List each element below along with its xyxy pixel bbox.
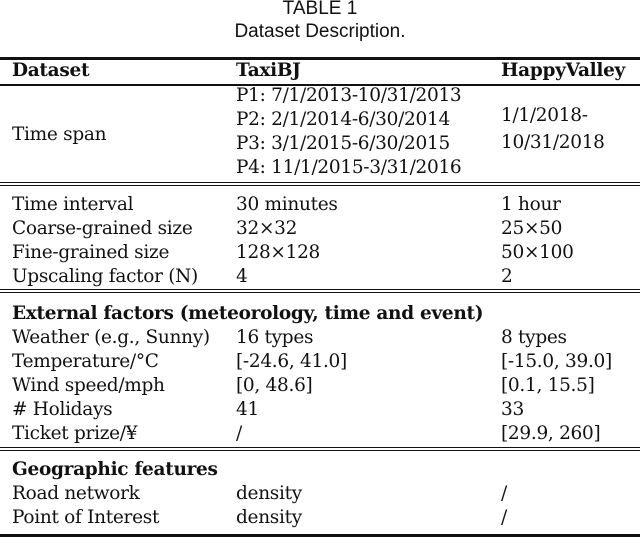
cell: [29.9, 260] <box>501 423 601 444</box>
section-rule <box>0 185 640 186</box>
cell: / <box>501 507 507 528</box>
section-title-external: External factors (meteorology, time and event) <box>12 303 484 324</box>
cell: [-24.6, 41.0] <box>236 351 347 372</box>
cell: 32×32 <box>236 218 298 239</box>
taxibj-period: P1: 7/1/2013-10/31/2013 <box>236 85 462 106</box>
cell: 2 <box>501 266 513 287</box>
cell: 25×50 <box>501 218 563 239</box>
happyvalley-period: 10/31/2018 <box>501 132 605 153</box>
cell: 50×100 <box>501 242 574 263</box>
cell: 30 minutes <box>236 194 338 215</box>
row-label: Time interval <box>12 194 134 215</box>
row-label: Fine-grained size <box>12 242 170 263</box>
section-rule <box>0 450 640 451</box>
row-label: Coarse-grained size <box>12 218 193 239</box>
cell: / <box>501 483 507 504</box>
column-header-happyvalley: HappyValley <box>501 60 626 81</box>
row-label: Ticket prize/¥ <box>12 423 138 444</box>
cell: 41 <box>236 399 259 420</box>
taxibj-period: P3: 3/1/2015-6/30/2015 <box>236 133 450 154</box>
row-label: Time span <box>12 124 107 145</box>
row-label: Road network <box>12 483 140 504</box>
row-label: # Holidays <box>12 399 113 420</box>
cell: 33 <box>501 399 524 420</box>
row-label: Weather (e.g., Sunny) <box>12 327 210 348</box>
bottom-rule <box>0 534 640 537</box>
cell: 128×128 <box>236 242 321 263</box>
cell: 8 types <box>501 327 567 348</box>
cell: 4 <box>236 266 248 287</box>
happyvalley-period: 1/1/2018- <box>501 105 588 126</box>
table-title: Dataset Description. <box>234 21 406 42</box>
cell: density <box>236 507 302 528</box>
cell: 16 types <box>236 327 314 348</box>
cell: [0, 48.6] <box>236 375 313 396</box>
column-header-taxibj: TaxiBJ <box>236 60 301 81</box>
section-title-geographic: Geographic features <box>12 459 218 480</box>
cell: [0.1, 15.5] <box>501 375 595 396</box>
section-rule <box>0 447 640 448</box>
table-label: TABLE 1 <box>282 0 358 19</box>
cell: [-15.0, 39.0] <box>501 351 612 372</box>
row-label: Point of Interest <box>12 507 160 528</box>
section-rule <box>0 289 640 290</box>
section-rule <box>0 182 640 183</box>
column-header-dataset: Dataset <box>12 60 90 81</box>
taxibj-period: P4: 11/1/2015-3/31/2016 <box>236 157 462 178</box>
cell: / <box>236 423 242 444</box>
section-rule <box>0 292 640 293</box>
taxibj-period: P2: 2/1/2014-6/30/2014 <box>236 109 450 130</box>
cell: 1 hour <box>501 194 561 215</box>
cell: density <box>236 483 302 504</box>
row-label: Wind speed/mph <box>12 375 165 396</box>
row-label: Temperature/°C <box>12 351 159 372</box>
row-label: Upscaling factor (N) <box>12 266 198 287</box>
